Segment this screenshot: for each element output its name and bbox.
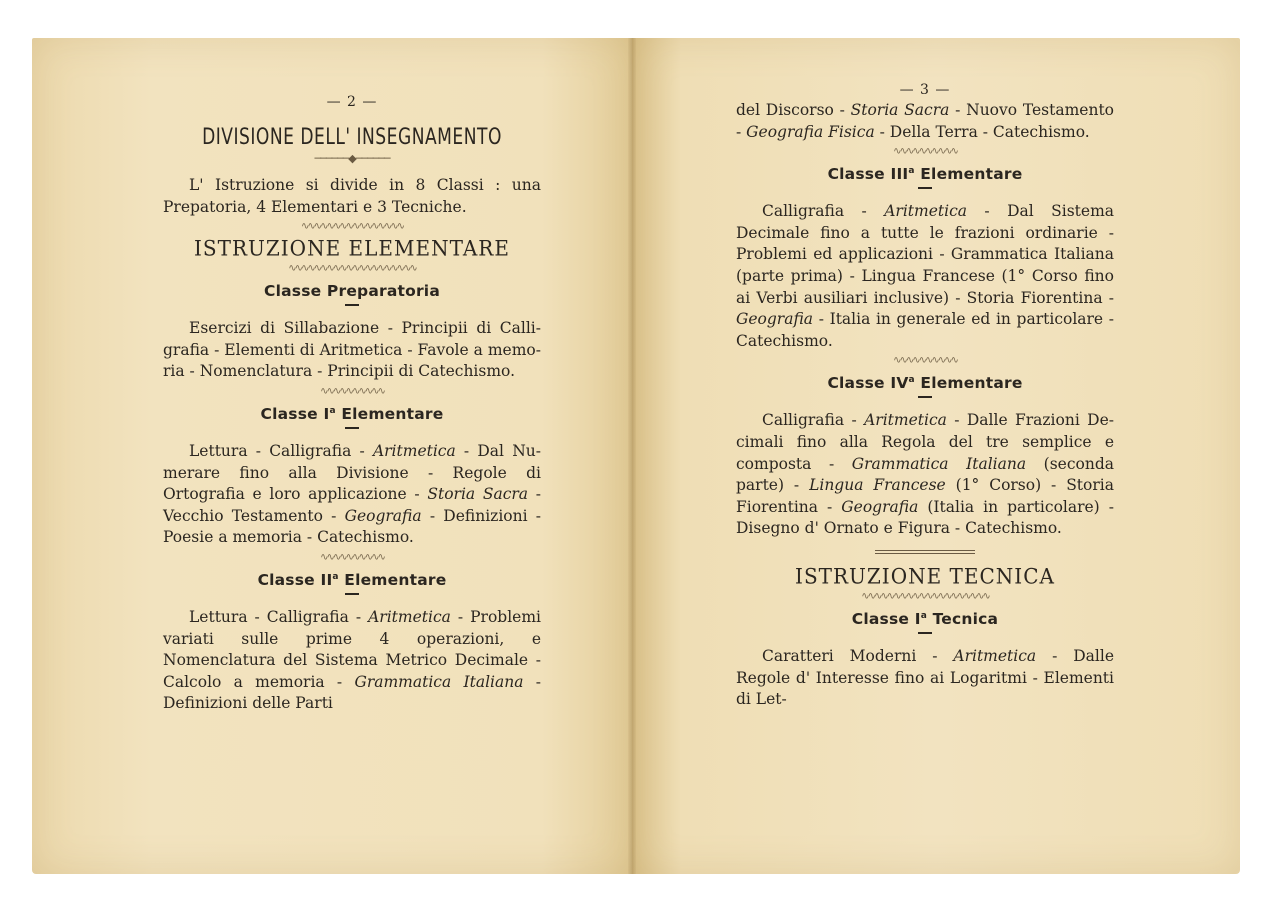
book-gutter xyxy=(628,38,636,874)
left-page-column xyxy=(163,94,541,715)
class-title: Classe III$^a$ Elementare xyxy=(827,165,1023,184)
right-page xyxy=(632,38,1240,874)
ornamental-rule: ──────◆────── xyxy=(314,152,390,165)
short-rule xyxy=(918,396,932,398)
class-description: Esercizi di Sillabazione - Principii di Calligrafia - Elementi di Aritmetica - Favole a memoria - Nomenclatura - Principii di Catechismo. xyxy=(163,319,541,381)
page-number: — 2 — xyxy=(326,94,378,110)
page-number: — 3 — xyxy=(899,82,951,98)
short-rule xyxy=(345,304,359,306)
section-title: ISTRUZIONE TECNICA xyxy=(795,563,1055,589)
class-description: Lettura - Calligrafia - Aritmetica - Problemi variati sulle prime 4 operazioni, e Nomenclatura del Sistema Metrico Decimale - Calcolo a memoria - Grammatica Italiana - Definizioni delle Parti xyxy=(163,607,541,713)
class-description: Calligrafia - Aritmetica - Dal Sistema Decimale fino a tutte le frazioni ordinarie - Problemi ed applicazioni - Grammatica Italiana (parte prima) - Lingua Francese (1° Corso fino ai Verbi ausiliari inclusive) - Storia Fiorentina - Geografia - Italia in generale ed in particolare - Catechismo. xyxy=(736,202,1115,350)
left-page xyxy=(32,38,632,874)
intro-paragraph: L' Istruzione si divide in 8 Classi : una Prepatoria, 4 Elementari e 3 Tecniche. xyxy=(163,176,541,216)
wavy-divider: ∿∿∿∿∿∿∿∿∿∿ xyxy=(320,551,384,563)
class-title: Classe $IV^a$ Elementare xyxy=(827,374,1023,393)
short-rule xyxy=(918,187,932,189)
wavy-divider: ∿∿∿∿∿∿∿∿∿∿ xyxy=(320,385,384,397)
wavy-divider: ∿∿∿∿∿∿∿∿∿∿∿∿∿∿∿∿∿∿∿∿ xyxy=(861,590,989,602)
right-page-column xyxy=(736,82,1115,711)
class-title: Classe Preparatoria xyxy=(264,282,440,301)
page-title: DIVISIONE DELL' INSEGNAMENTO xyxy=(202,124,502,150)
class-description: Lettura - Calligrafia - Aritmetica - Dal Numerare fino alla Divisione - Regole di Ortografia e loro applicazione - Storia Sacra - Vecchio Testamento - Geografia - Definizioni - Poesie a memoria - Catechismo. xyxy=(163,441,542,547)
wavy-divider: ∿∿∿∿∿∿∿∿∿∿∿∿∿∿∿∿ xyxy=(300,221,404,233)
class-title: Classe $I^a$ Tecnica xyxy=(851,609,999,628)
wavy-divider: ∿∿∿∿∿∿∿∿∿∿∿∿∿∿∿∿∿∿∿∿ xyxy=(288,263,416,275)
double-rule-divider xyxy=(875,550,975,554)
continued-paragraph: del Discorso - Storia Sacra - Nuovo Testamento - Geografia Fisica - Della Terra - Catechismo. xyxy=(736,101,1115,141)
short-rule xyxy=(345,427,359,429)
short-rule xyxy=(918,632,932,634)
wavy-divider: ∿∿∿∿∿∿∿∿∿∿ xyxy=(893,146,957,158)
class-title: Classe $I^a$ Elementare xyxy=(260,404,444,423)
short-rule xyxy=(345,593,359,595)
class-description: Caratteri Moderni - Aritmetica - Dalle Regole d' Interesse fino ai Logaritmi - Elementi di Let- xyxy=(736,646,1114,709)
booklet-spread xyxy=(32,38,1240,878)
class-title: Classe $II^a$ Elementare xyxy=(257,570,447,589)
class-description: Calligrafia - Aritmetica - Dalle Frazioni Decimali fino alla Regola del tre semplice e composta - Grammatica Italiana (seconda parte) - Lingua Francese (1° Corso) - Storia Fiorentina - Geografia (Italia in particolare) - Disegno d' Ornato e Figura - Catechismo. xyxy=(736,411,1115,538)
section-title: ISTRUZIONE ELEMENTARE xyxy=(194,235,510,261)
wavy-divider: ∿∿∿∿∿∿∿∿∿∿ xyxy=(893,355,957,367)
